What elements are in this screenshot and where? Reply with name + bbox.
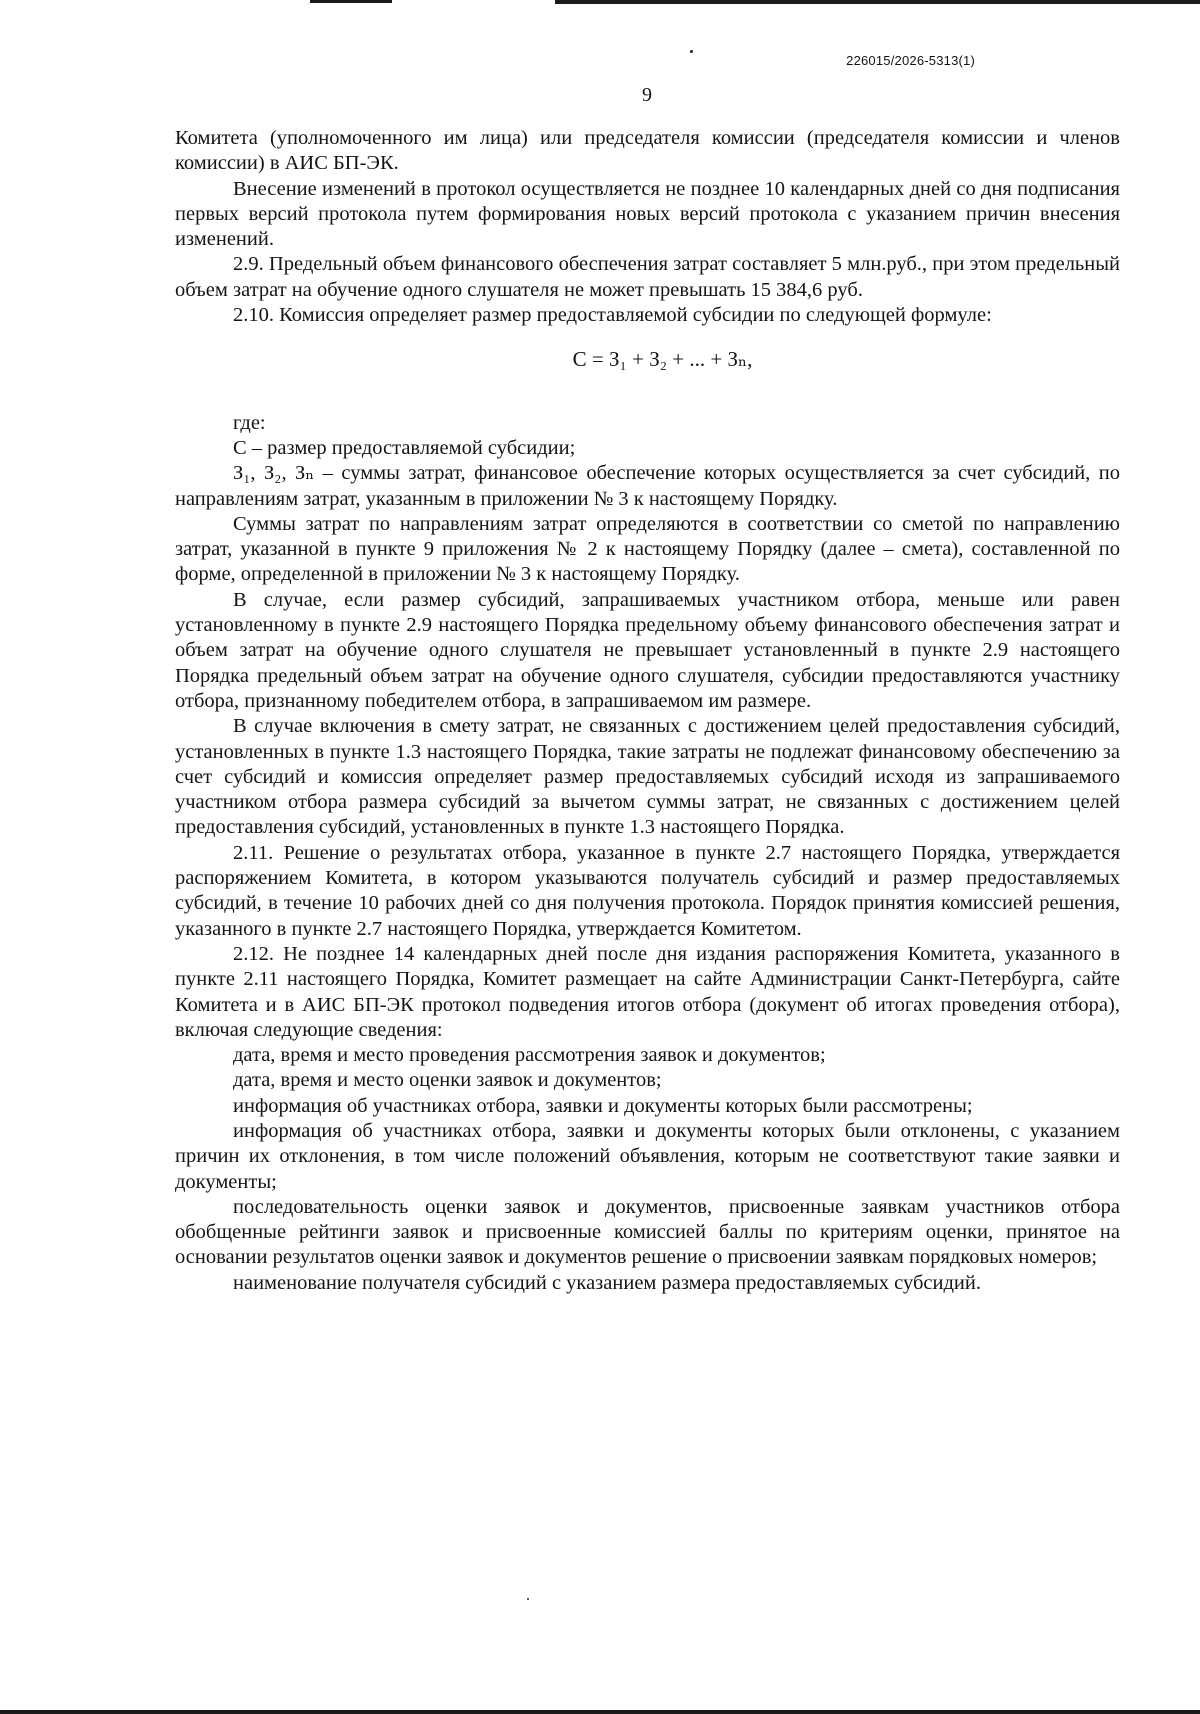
formula-where: где: [233, 411, 266, 434]
list-item-review-date: дата, время и место проведения рассмотрения заявок и документов; [233, 1044, 826, 1067]
paragraph-protocol-changes: Внесение изменений в протокол осуществляется не позднее 10 календарных дней со дня подписания первых версий протокола путем формирования новых версий протокола с указанием причин внесения изменений. [175, 177, 1120, 251]
paragraph-2-9: 2.9. Предельный объем финансового обеспечения затрат составляет 5 млн.руб., при этом предельный объем затрат на обучение одного слушателя не может превышать 15 384,6 руб. [175, 253, 1120, 301]
paragraph-cost-estimate: Суммы затрат по направлениям затрат определяются в соответствии со сметой по направлению затрат, указанной в пункте 9 приложения № 2 к настоящему Порядку (далее – смета), составленной по форме, определенной в приложении № 3 к настоящему Порядку. [175, 512, 1120, 586]
scan-speck [690, 50, 693, 53]
document-registration-number: 226015/2026-5313(1) [846, 53, 975, 68]
scan-edge-top-left [310, 0, 392, 3]
subsidy-formula: С = З₁ + З₂ + ... + Зₙ, [572, 347, 753, 372]
list-item-evaluation-date: дата, время и место оценки заявок и документов; [233, 1069, 662, 1092]
formula-definition-c: С – размер предоставляемой субсидии; [233, 436, 576, 459]
scan-edge-bottom [0, 1710, 1200, 1714]
page-number: 9 [642, 84, 652, 106]
paragraph-2-11: 2.11. Решение о результатах отбора, указанное в пункте 2.7 настоящего Порядка, утверждается распоряжением Комитета, в котором указываются получатель субсидий и размер предоставляемых субсидий, в течение 10 рабочих дней со дня получения протокола. Порядок принятия комиссией решения, указанного в пункте 2.7 настоящего Порядка, утверждается Комитетом. [175, 841, 1120, 940]
scan-speck [527, 1598, 529, 1600]
list-item-reviewed-participants: информация об участниках отбора, заявки и документы которых были рассмотрены; [233, 1094, 973, 1117]
paragraph-requested-amount: В случае, если размер субсидий, запрашиваемых участником отбора, меньше или равен установленному в пункте 2.9 настоящего Порядка предельному объему финансового обеспечения затрат и объем затрат на обучение одного слушателя не превышает установленный в пункте 2.9 настоящего Порядка предельный объем затрат на обучение одного слушателя, субсидии предоставляются участнику отбора, признанному победителем отбора, в запрашиваемом им размере. [175, 588, 1120, 712]
paragraph-committee-continuation: Комитета (уполномоченного им лица) или председателя комиссии (председателя комиссии и членов комиссии) в АИС БП-ЭК. [175, 127, 1120, 175]
paragraph-2-12: 2.12. Не позднее 14 календарных дней после дня издания распоряжения Комитета, указанного в пункте 2.11 настоящего Порядка, Комитет размещает на сайте Администрации Санкт-Петербурга, сайте Комитета и в АИС БП-ЭК протокол подведения итогов отбора (документ об итогах проведения отбора), включая следующие сведения: [175, 942, 1120, 1041]
list-item-rejected-participants: информация об участниках отбора, заявки и документы которых были отклонены, с указанием причин их отклонения, в том числе положений объявления, которым не соответствуют такие заявки и документы; [175, 1119, 1120, 1193]
document-body [175, 126, 1120, 1296]
scan-edge-top-right [555, 0, 1200, 4]
formula-definition-z: З₁, З₂, Зₙ – суммы затрат, финансовое обеспечение которых осуществляется за счет субсидий, по направлениям затрат, указанным в приложении № 3 к настоящему Порядку. [175, 462, 1120, 510]
paragraph-unrelated-costs: В случае включения в смету затрат, не связанных с достижением целей предоставления субсидий, установленных в пункте 1.3 настоящего Порядка, такие затраты не подлежат финансовому обеспечению за счет субсидий и комиссия определяет размер предоставляемых субсидий исходя из запрашиваемого участником отбора размера субсидий за вычетом суммы затрат, не связанных с достижением целей предоставления субсидий, установленных в пункте 1.3 настоящего Порядка. [175, 715, 1120, 839]
list-item-evaluation-sequence: последовательность оценки заявок и документов, присвоенные заявкам участников отбора обобщенные рейтинги заявок и присвоенные комиссией баллы по критериям оценки, принятое на основании результатов оценки заявок и документов решение о присвоении заявкам порядковых номеров; [175, 1195, 1120, 1269]
list-item-recipient-name: наименование получателя субсидий с указанием размера предоставляемых субсидий. [233, 1271, 981, 1294]
paragraph-2-10: 2.10. Комиссия определяет размер предоставляемой субсидии по следующей формуле: [233, 304, 992, 327]
